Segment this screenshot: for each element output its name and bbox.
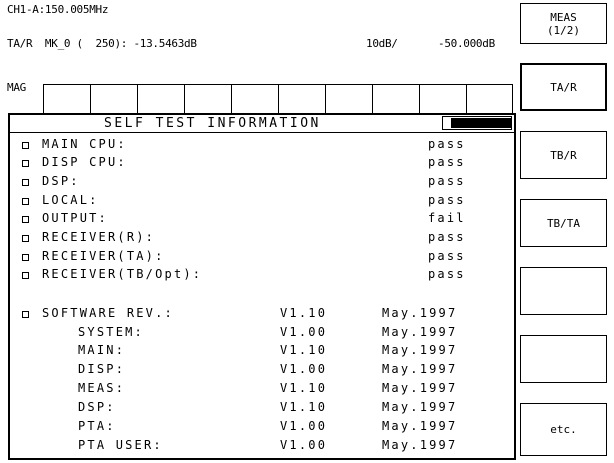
module-date: May.1997 bbox=[382, 438, 458, 452]
reference-level-readout: -50.000dB bbox=[438, 37, 495, 50]
softkey-tb-r[interactable] bbox=[520, 131, 607, 179]
module-date: May.1997 bbox=[382, 325, 458, 339]
softkey-blank-1[interactable] bbox=[520, 267, 607, 315]
softkey-label: MEAS (1/2) bbox=[546, 10, 581, 37]
test-result: pass bbox=[428, 155, 466, 169]
self-test-dialog bbox=[8, 113, 516, 460]
bullet-icon bbox=[22, 235, 29, 242]
module-version: V1.00 bbox=[280, 325, 328, 339]
test-result: pass bbox=[428, 249, 466, 263]
test-row bbox=[10, 267, 510, 285]
test-name: DSP: bbox=[42, 174, 80, 188]
module-name: MEAS: bbox=[78, 381, 126, 395]
test-result: pass bbox=[428, 267, 466, 281]
module-version: V1.10 bbox=[280, 343, 328, 357]
test-row bbox=[10, 137, 510, 155]
module-name: DISP: bbox=[78, 362, 126, 376]
softkey-etc[interactable] bbox=[520, 403, 607, 456]
softkey-label: TB/TA bbox=[546, 216, 581, 230]
module-date: May.1997 bbox=[382, 400, 458, 414]
test-row bbox=[10, 211, 510, 229]
softkey-meas-menu[interactable] bbox=[520, 3, 607, 44]
module-row bbox=[10, 325, 510, 343]
module-version: V1.10 bbox=[280, 381, 328, 395]
test-row bbox=[10, 249, 510, 267]
module-name: SYSTEM: bbox=[78, 325, 144, 339]
trace-marker-readout: TA/R MK_0 ( 250): -13.5463dB bbox=[7, 37, 197, 50]
module-name: DSP: bbox=[78, 400, 116, 414]
bullet-icon bbox=[22, 254, 29, 261]
bullet-icon bbox=[22, 311, 29, 318]
bullet-icon bbox=[22, 179, 29, 186]
softkey-ta-r[interactable] bbox=[520, 63, 607, 111]
module-date: May.1997 bbox=[382, 419, 458, 433]
module-version: V1.10 bbox=[280, 400, 328, 414]
test-result: pass bbox=[428, 137, 466, 151]
module-date: May.1997 bbox=[382, 381, 458, 395]
test-result: pass bbox=[428, 230, 466, 244]
test-name: OUTPUT: bbox=[42, 211, 108, 225]
test-name: LOCAL: bbox=[42, 193, 99, 207]
test-row bbox=[10, 155, 510, 173]
module-version: V1.00 bbox=[280, 419, 328, 433]
module-row bbox=[10, 438, 510, 456]
test-name: RECEIVER(TA): bbox=[42, 249, 165, 263]
test-result: fail bbox=[428, 211, 466, 225]
test-name: RECEIVER(R): bbox=[42, 230, 156, 244]
module-name: MAIN: bbox=[78, 343, 126, 357]
module-date: May.1997 bbox=[382, 343, 458, 357]
channel-frequency: CH1-A:150.005MHz bbox=[7, 3, 109, 16]
module-row bbox=[10, 362, 510, 380]
module-version: V1.00 bbox=[280, 362, 328, 376]
test-row bbox=[10, 230, 510, 248]
graticule bbox=[43, 84, 513, 114]
software-rev-label: SOFTWARE REV.: bbox=[42, 306, 174, 320]
softkey-label: etc. bbox=[550, 423, 577, 436]
test-result: pass bbox=[428, 174, 466, 188]
bullet-icon bbox=[22, 272, 29, 279]
softkey-tb-ta[interactable] bbox=[520, 199, 607, 247]
dialog-title-bar bbox=[10, 115, 514, 133]
test-result: pass bbox=[428, 193, 466, 207]
module-row bbox=[10, 381, 510, 399]
softkey-blank-2[interactable] bbox=[520, 335, 607, 383]
test-name: DISP CPU: bbox=[42, 155, 127, 169]
module-row bbox=[10, 343, 510, 361]
module-name: PTA: bbox=[78, 419, 116, 433]
bullet-icon bbox=[22, 216, 29, 223]
dialog-title: SELF TEST INFORMATION bbox=[104, 116, 321, 131]
module-version: V1.00 bbox=[280, 438, 328, 452]
software-date: May.1997 bbox=[382, 306, 458, 320]
softkey-label: TB/R bbox=[550, 148, 577, 162]
scale-readout: 10dB/ bbox=[366, 37, 398, 50]
software-rev-row bbox=[10, 306, 510, 324]
bullet-icon bbox=[22, 198, 29, 205]
test-row bbox=[10, 193, 510, 211]
test-name: MAIN CPU: bbox=[42, 137, 127, 151]
module-name: PTA USER: bbox=[78, 438, 163, 452]
module-date: May.1997 bbox=[382, 362, 458, 376]
bullet-icon bbox=[22, 160, 29, 167]
module-row bbox=[10, 400, 510, 418]
test-row bbox=[10, 174, 510, 192]
softkey-label: TA/R bbox=[550, 80, 577, 94]
software-version: V1.10 bbox=[280, 306, 328, 320]
status-indicator bbox=[442, 116, 512, 130]
bullet-icon bbox=[22, 142, 29, 149]
test-name: RECEIVER(TB/Opt): bbox=[42, 267, 203, 281]
module-row bbox=[10, 419, 510, 437]
format-label: MAG bbox=[7, 81, 26, 94]
